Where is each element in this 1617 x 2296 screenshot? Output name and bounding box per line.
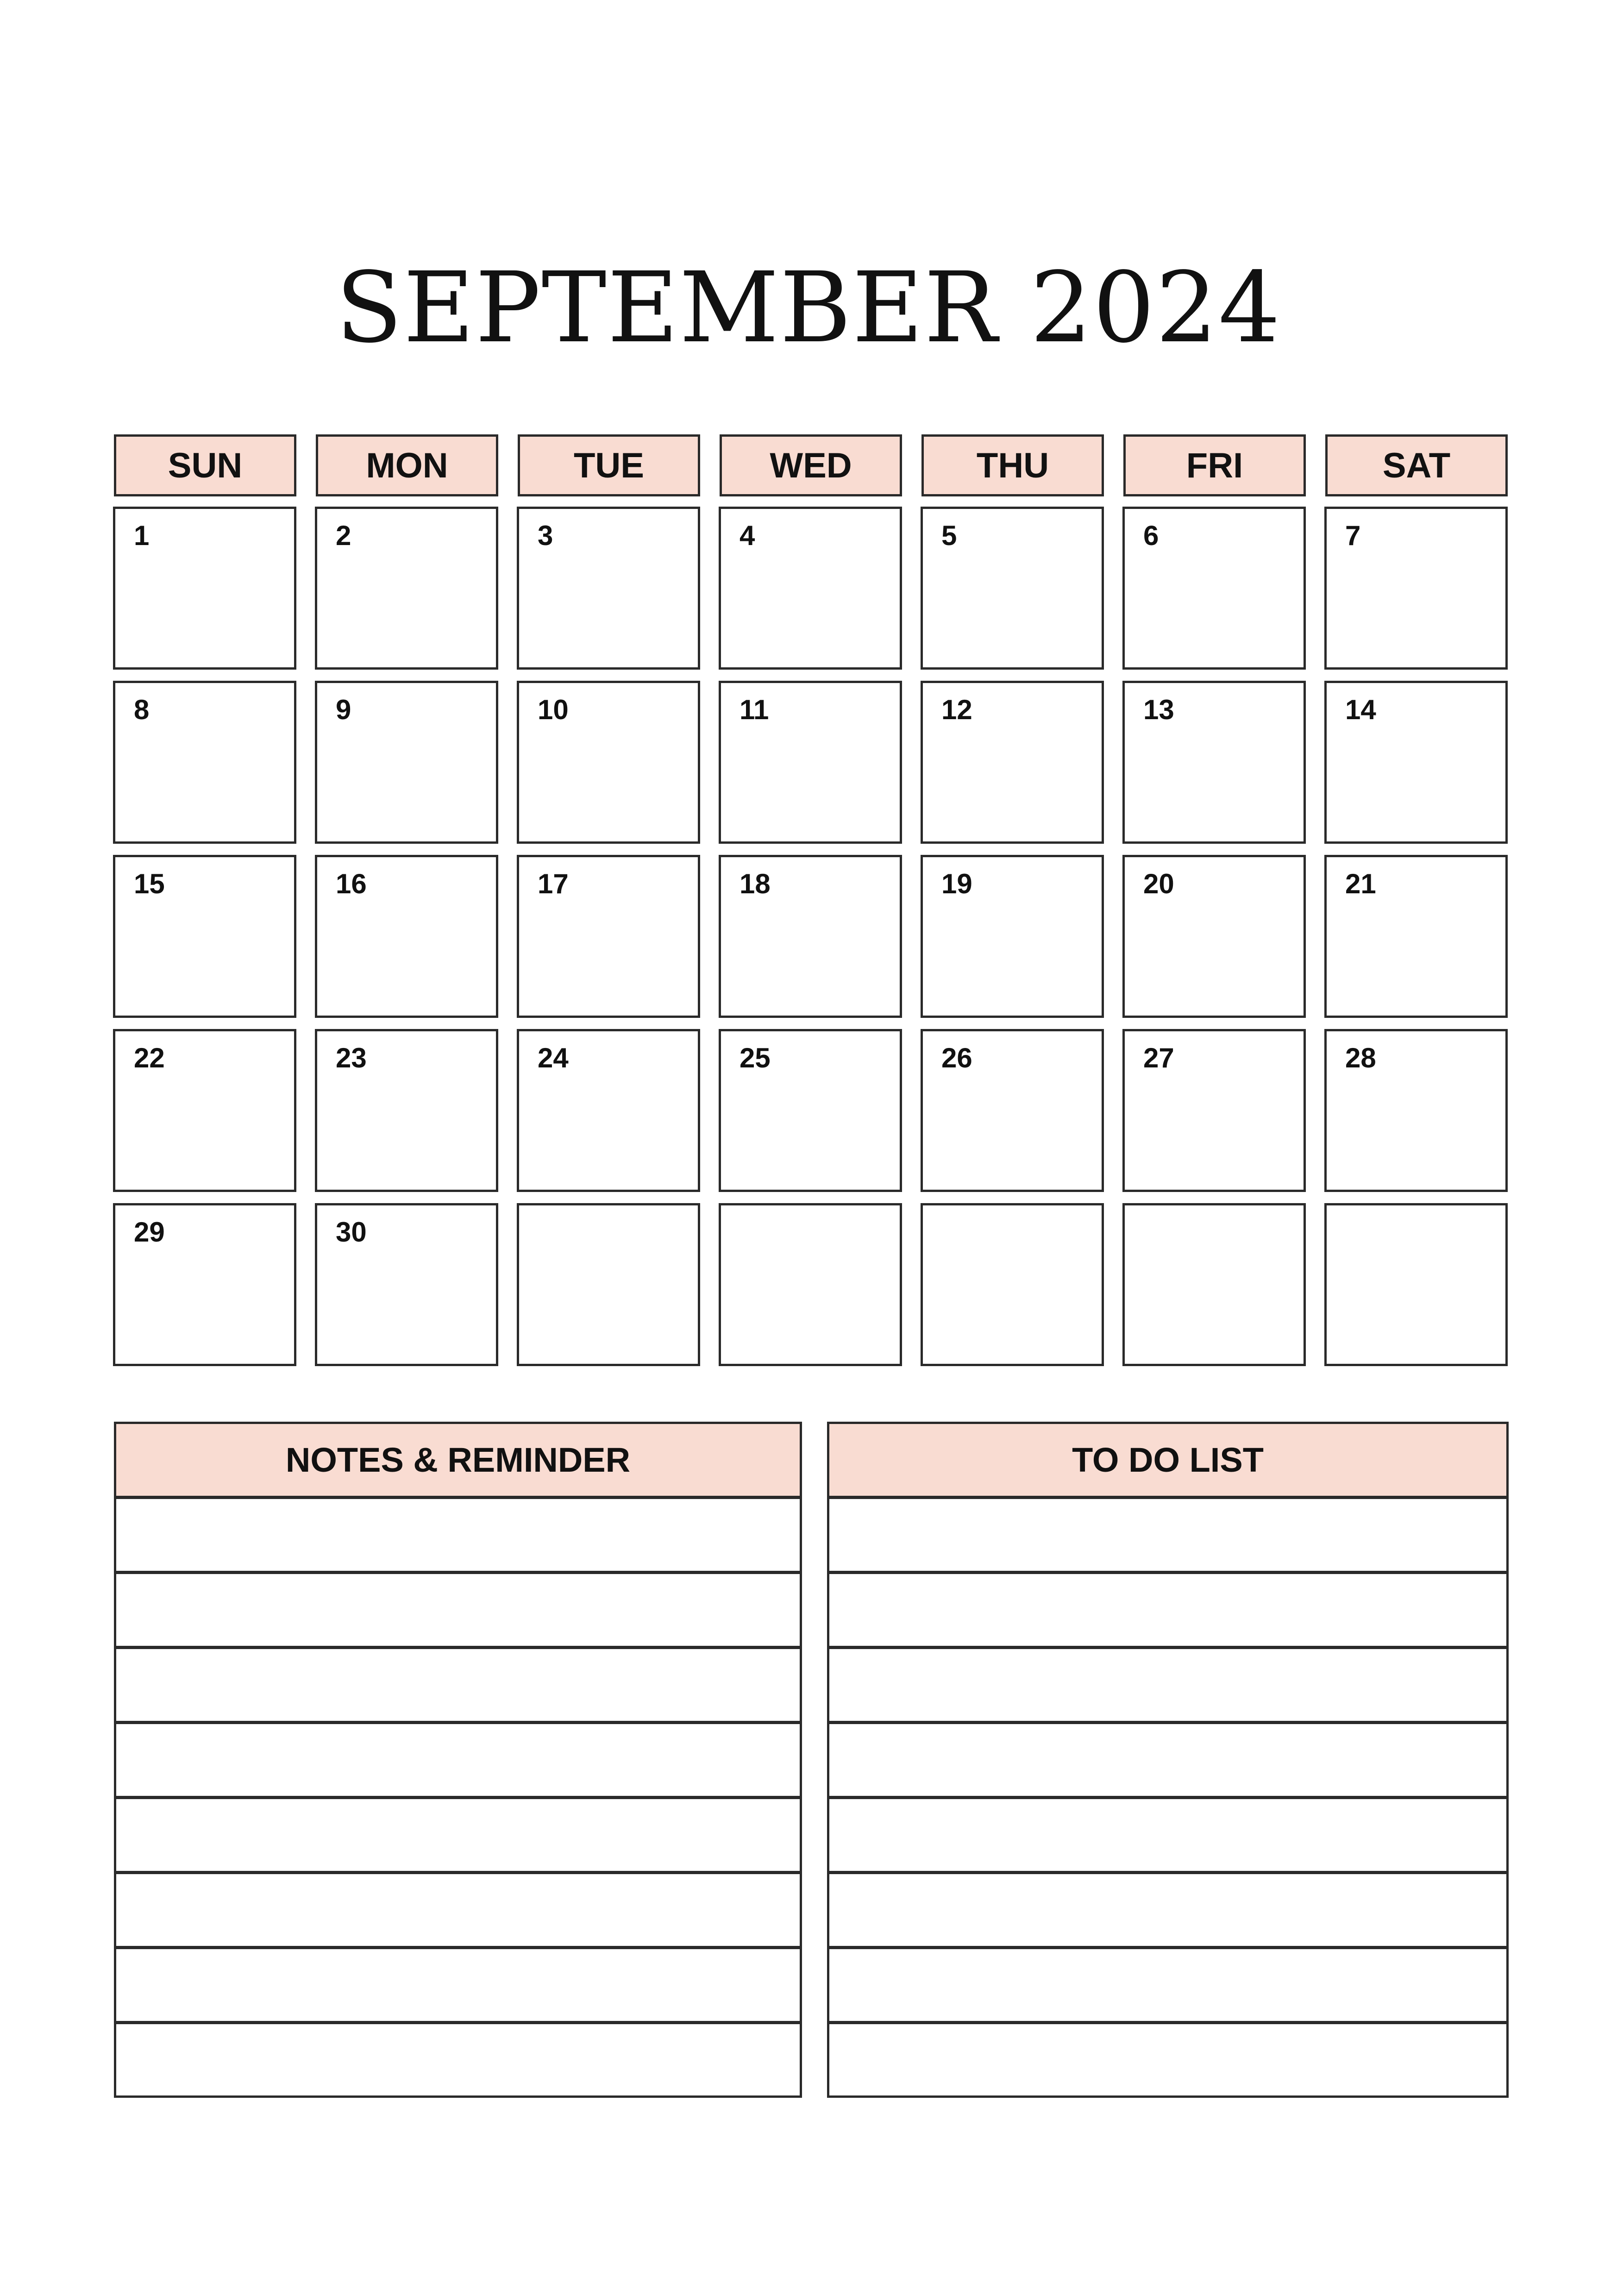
day-number: 18: [740, 868, 771, 899]
day-cell[interactable]: [113, 1203, 296, 1366]
empty-day-cell[interactable]: [719, 1203, 902, 1366]
day-number: 25: [740, 1042, 771, 1073]
notes-lines: [116, 1499, 800, 2099]
weekday-header-sat: SAT: [1325, 434, 1508, 496]
day-number: 21: [1345, 868, 1376, 899]
day-cell[interactable]: [1122, 681, 1306, 844]
todo-line[interactable]: [829, 2024, 1506, 2099]
page-title: SEPTEMBER 2024: [336, 251, 1281, 364]
day-cell[interactable]: [315, 1203, 498, 1366]
weekday-header-thu: THU: [921, 434, 1104, 496]
day-cell[interactable]: [517, 855, 700, 1018]
todo-line[interactable]: [829, 1874, 1506, 1949]
day-cell[interactable]: [719, 1029, 902, 1192]
empty-day-cell[interactable]: [1324, 1203, 1508, 1366]
day-cell[interactable]: [1324, 1029, 1508, 1192]
day-number: 16: [336, 868, 367, 899]
day-cell[interactable]: [1122, 855, 1306, 1018]
day-cell[interactable]: [921, 507, 1104, 670]
day-cell[interactable]: [517, 681, 700, 844]
notes-line[interactable]: [116, 1799, 800, 1874]
notes-line[interactable]: [116, 1874, 800, 1949]
day-cell[interactable]: [921, 855, 1104, 1018]
day-cell[interactable]: [517, 507, 700, 670]
day-cell[interactable]: [1324, 507, 1508, 670]
day-cell[interactable]: [315, 681, 498, 844]
todo-line[interactable]: [829, 1649, 1506, 1724]
weekday-header-wed: WED: [720, 434, 902, 496]
notes-line[interactable]: [116, 1724, 800, 1799]
day-number: 2: [336, 520, 351, 551]
day-cell[interactable]: [113, 681, 296, 844]
day-number: 17: [538, 868, 569, 899]
todo-line[interactable]: [829, 1574, 1506, 1649]
day-cell[interactable]: [315, 507, 498, 670]
day-cell[interactable]: [113, 507, 296, 670]
day-number: 30: [336, 1217, 367, 1248]
day-number: 10: [538, 694, 569, 725]
day-number: 4: [740, 520, 755, 551]
notes-line[interactable]: [116, 1499, 800, 1574]
empty-day-cell[interactable]: [921, 1203, 1104, 1366]
day-number: 9: [336, 694, 351, 725]
day-number: 26: [941, 1042, 972, 1073]
todo-lines: [829, 1499, 1506, 2099]
day-cell[interactable]: [719, 681, 902, 844]
day-number: 12: [941, 694, 972, 725]
day-cell[interactable]: [1324, 681, 1508, 844]
day-cell[interactable]: [1122, 507, 1306, 670]
todo-heading: TO DO LIST: [829, 1424, 1506, 1499]
day-number: 15: [134, 868, 165, 899]
weekday-header-mon: MON: [316, 434, 498, 496]
notes-line[interactable]: [116, 1949, 800, 2024]
day-number: 22: [134, 1042, 165, 1073]
notes-line[interactable]: [116, 1649, 800, 1724]
day-cell[interactable]: [113, 855, 296, 1018]
day-cell[interactable]: [921, 681, 1104, 844]
day-cell[interactable]: [113, 1029, 296, 1192]
day-cell[interactable]: [315, 855, 498, 1018]
todo-line[interactable]: [829, 1949, 1506, 2024]
day-cell[interactable]: [719, 855, 902, 1018]
day-cell[interactable]: [1324, 855, 1508, 1018]
day-number: 6: [1143, 520, 1159, 551]
day-cell[interactable]: [517, 1029, 700, 1192]
day-number: 11: [740, 694, 769, 725]
todo-line[interactable]: [829, 1799, 1506, 1874]
day-cell[interactable]: [921, 1029, 1104, 1192]
day-number: 14: [1345, 694, 1376, 725]
day-number: 19: [941, 868, 972, 899]
day-number: 1: [134, 520, 150, 551]
day-number: 29: [134, 1217, 165, 1248]
day-number: 23: [336, 1042, 367, 1073]
empty-day-cell[interactable]: [1122, 1203, 1306, 1366]
notes-line[interactable]: [116, 1574, 800, 1649]
day-number: 20: [1143, 868, 1174, 899]
todo-line[interactable]: [829, 1499, 1506, 1574]
todo-panel: [827, 1422, 1509, 2098]
notes-line[interactable]: [116, 2024, 800, 2099]
weekday-header-sun: SUN: [114, 434, 296, 496]
day-cell[interactable]: [315, 1029, 498, 1192]
day-number: 13: [1143, 694, 1174, 725]
day-number: 8: [134, 694, 150, 725]
day-number: 5: [941, 520, 957, 551]
day-cell[interactable]: [719, 507, 902, 670]
empty-day-cell[interactable]: [517, 1203, 700, 1366]
todo-line[interactable]: [829, 1724, 1506, 1799]
day-number: 27: [1143, 1042, 1174, 1073]
day-number: 3: [538, 520, 553, 551]
day-number: 7: [1345, 520, 1361, 551]
day-cell[interactable]: [1122, 1029, 1306, 1192]
day-number: 28: [1345, 1042, 1376, 1073]
day-number: 24: [538, 1042, 569, 1073]
weekday-header-fri: FRI: [1123, 434, 1306, 496]
notes-heading: NOTES & REMINDER: [116, 1424, 800, 1499]
weekday-header-tue: TUE: [518, 434, 700, 496]
notes-panel: [114, 1422, 802, 2098]
